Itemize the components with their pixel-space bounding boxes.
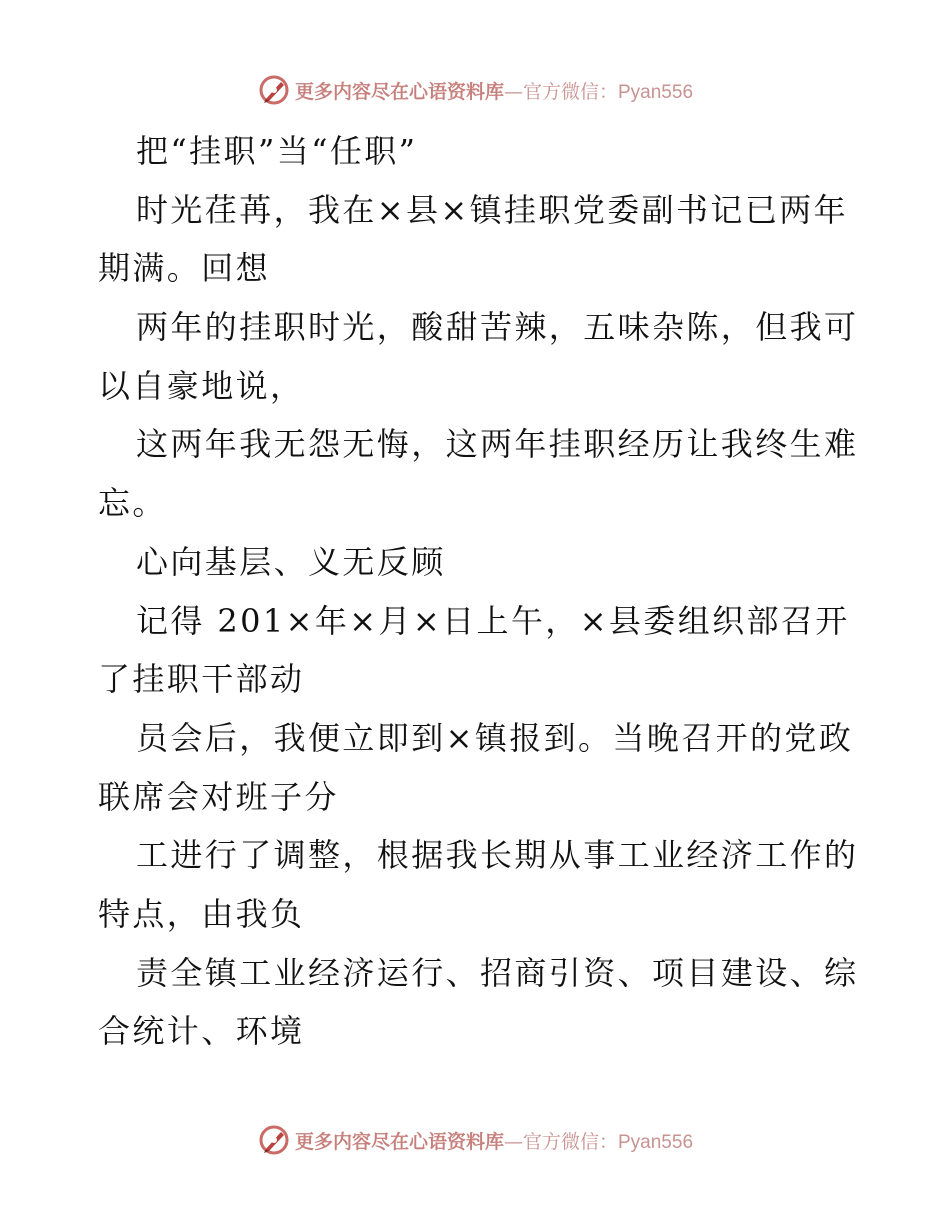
watermark-brand: 更多内容尽在心语资料库 — [294, 1130, 504, 1153]
text-line: 两年的挂职时光，酸甜苦辣，五味杂陈，但我可 — [136, 308, 859, 347]
text-line: 心向基层、义无反顾 — [136, 542, 446, 581]
footer-watermark — [0, 1122, 950, 1158]
text-line: 把“挂职”当“任职” — [136, 132, 418, 170]
text-line: 了挂职干部动 — [98, 660, 305, 699]
watermark-account: Pyan556 — [618, 81, 694, 103]
watermark-official: 官方微信： — [522, 1130, 618, 1153]
text-line: 忘。 — [98, 484, 167, 523]
text-line: 联席会对班子分 — [98, 777, 339, 816]
watermark-official: 官方微信： — [522, 80, 618, 103]
text-line: 工进行了调整，根据我长期从事工业经济工作的 — [136, 836, 859, 875]
text-line: 期满。回想 — [98, 249, 271, 288]
watermark-dash: — — [503, 1130, 523, 1153]
pen-logo-icon — [257, 1123, 291, 1157]
watermark-text — [295, 1127, 693, 1154]
text-line: 这两年我无怨无悔，这两年挂职经历让我终生难 — [136, 425, 859, 464]
text-line: 责全镇工业经济运行、招商引资、项目建设、综 — [136, 953, 859, 992]
watermark-dash: — — [503, 80, 523, 103]
watermark-text — [295, 77, 693, 104]
header-watermark — [0, 72, 950, 108]
watermark-account: Pyan556 — [618, 1131, 694, 1153]
pen-logo-icon — [257, 73, 291, 107]
watermark-brand: 更多内容尽在心语资料库 — [294, 80, 504, 103]
text-line: 以自豪地说， — [98, 366, 305, 405]
text-line: 时光荏苒，我在×县×镇挂职党委副书记已两年 — [136, 190, 849, 229]
text-line: 合统计、环境 — [98, 1012, 305, 1051]
document-body — [98, 122, 858, 1061]
text-line: 记得 201×年×月×日上午，×县委组织部召开 — [136, 601, 850, 640]
text-line: 特点，由我负 — [98, 894, 305, 933]
text-line: 员会后，我便立即到×镇报到。当晚召开的党政 — [136, 718, 854, 757]
